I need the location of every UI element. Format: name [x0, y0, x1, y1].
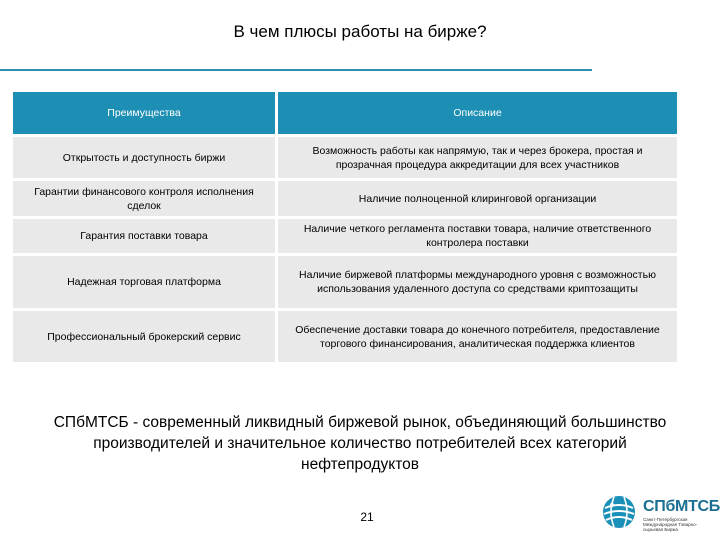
table-row: [13, 136, 677, 180]
table-header-row: [13, 92, 677, 136]
summary-statement: СПбМТСБ - современный ликвидный биржевой рынок, объединяющий большинство производителей и значительное количество потребителей всех категорий нефтепродуктов: [53, 414, 667, 473]
header-advantages: Преимущества: [13, 92, 277, 136]
advantage-cell: Профессиональный брокерский сервис: [13, 310, 277, 363]
page-number: 21: [360, 510, 374, 524]
description-cell: Обеспечение доставки товара до конечного потребителя, предоставление торгового финансирования, аналитическая поддержка клиентов: [277, 310, 678, 363]
logo-name: СПбМТСБ: [643, 498, 720, 515]
globe-logo-icon: [600, 494, 638, 530]
description-cell: Наличие биржевой платформы международного уровня с возможностью использования удаленного доступа со средствами криптозащиты: [277, 255, 678, 310]
description-cell: Возможность работы как напрямую, так и через брокера, простая и прозрачная процедура аккредитации для всех участников: [277, 136, 678, 180]
table-row: [13, 255, 677, 310]
header-description: Описание: [277, 92, 678, 136]
advantage-cell: Надежная торговая платформа: [13, 255, 277, 310]
logo-subtitle: Санкт-Петербургская Международная Товарно-сырьевая Биржа: [643, 517, 698, 532]
slide-title: В чем плюсы работы на бирже?: [233, 22, 487, 41]
title-underline: [0, 69, 592, 71]
company-logo: [600, 494, 720, 532]
description-cell: Наличие четкого регламента поставки товара, наличие ответственного контролера поставки: [277, 218, 678, 255]
table-row: [13, 310, 677, 363]
table-row: [13, 180, 677, 218]
table-row: [13, 218, 677, 255]
advantage-cell: Гарантия поставки товара: [13, 218, 277, 255]
description-cell: Наличие полноценной клиринговой организации: [277, 180, 678, 218]
advantage-cell: Гарантии финансового контроля исполнения сделок: [13, 180, 277, 218]
advantage-cell: Открытость и доступность биржи: [13, 136, 277, 180]
advantages-table: [13, 92, 677, 362]
